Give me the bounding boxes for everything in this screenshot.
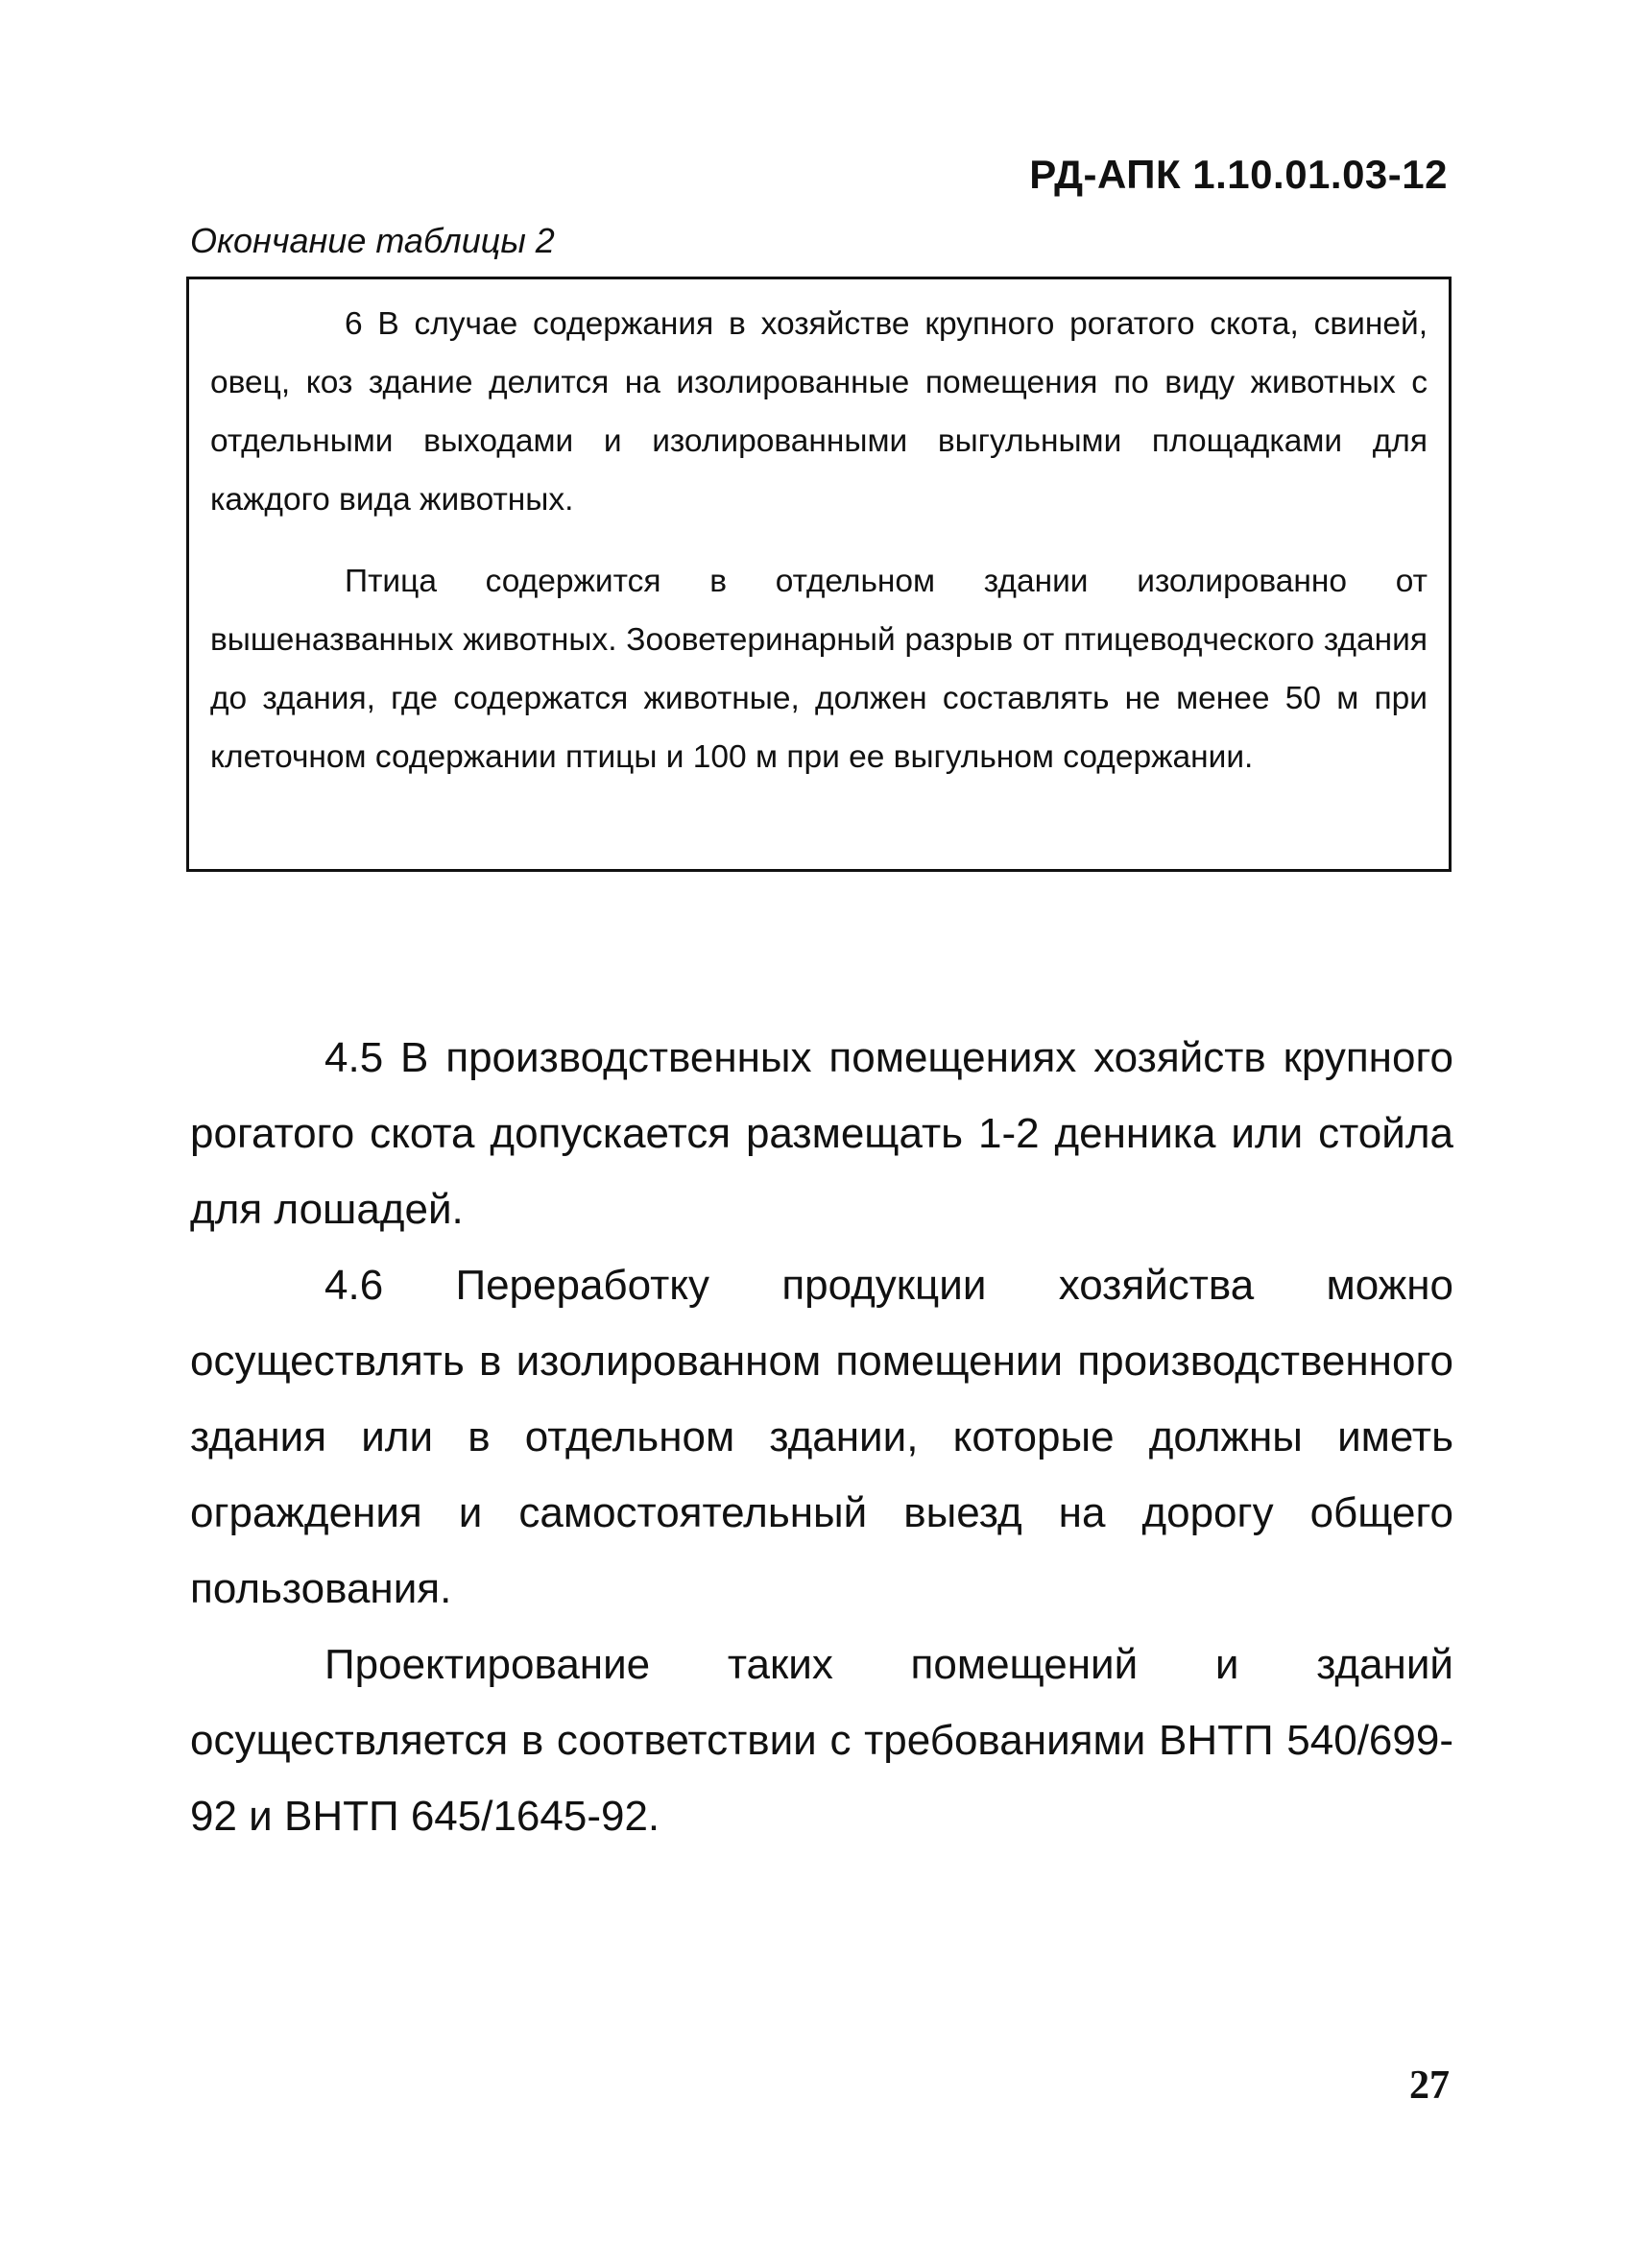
table-caption: Окончание таблицы 2 (190, 221, 555, 260)
body-paragraph: Проектирование таких помещений и зданий осуществляется в соответствии с требованиями ВНТП 540/699-92 и ВНТП 645/1645-92. (190, 1641, 1453, 1840)
note-paragraph: Птица содержится в отдельном здании изолированно от вышеназванных животных. Зооветеринарный разрыв от птицеводческого здания до здания, где содержатся животные, должен составлять не менее 50 м при клеточном содержании птицы и 100 м при ее выгульном содержании. (210, 564, 1428, 775)
note-paragraph: 6 В случае содержания в хозяйстве крупного рогатого скота, свиней, овец, коз здание делится на изолированные помещения по виду животных с отдельными выходами и изолированными выгульными площадками для каждого вида животных. (210, 306, 1428, 518)
page-number: 27 (1409, 2063, 1450, 2108)
document-code: РД-АПК 1.10.01.03-12 (1029, 152, 1448, 197)
body-paragraph: 4.5 В производственных помещениях хозяйств крупного рогатого скота допускается размещать 1-2 денника или стойла для лошадей. (190, 1034, 1453, 1233)
body-text (190, 1020, 1453, 1854)
table-note-box (186, 277, 1452, 872)
body-paragraph: 4.6 Переработку продукции хозяйства можно осуществлять в изолированном помещении производственного здания или в отдельном здании, которые должны иметь ограждения и самостоятельный выезд на дорогу общего пользования. (190, 1262, 1453, 1612)
